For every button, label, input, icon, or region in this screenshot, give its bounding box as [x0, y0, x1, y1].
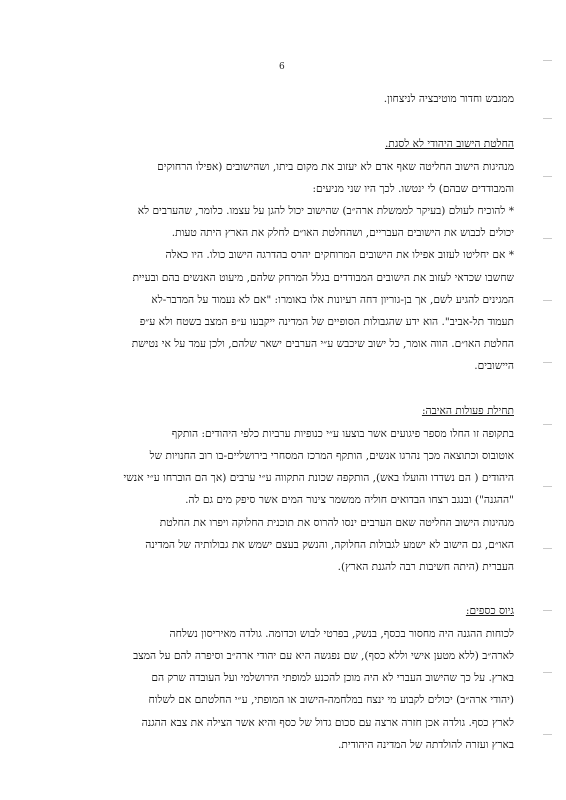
text-line: העברית (היתה חשיבות רבה להגנת הארץ).: [337, 561, 514, 573]
section-heading: גיוס כספים:: [465, 605, 514, 617]
text-line: המגינים להגיע לשם, אך בן-גוריון דחה רעיונות אלו באומרו: "אם לא נעמוד על המדבר-לא: [151, 294, 514, 306]
text-line: * להוכיח לעולם (בעיקר לממשלת ארה״ב) שהישוב יכול להגן על עצמו. כלומר, שהערבים לא: [137, 205, 514, 217]
margin-mark: [543, 486, 552, 487]
text-line: "ההגנה") ובנגב רצחו הבדואים חוליה ממשמר צינור המים אשר סיפק מים גם לה.: [185, 494, 514, 506]
text-line: ממגבש וחדור מוטיבציה לניצחון.: [383, 93, 514, 105]
text-line: לארץ כסף. גולדה אכן חזרה ארצה עם סכום גדול של כסף והיא אשר הצילה את צבא ההגנה: [141, 717, 514, 729]
text-line: שחשבו שכדאי לעזוב את הישובים המבודדים בגלל המרחק שלהם, מיעוט האנשים בהם ובעיית: [132, 272, 514, 284]
margin-mark: [543, 734, 552, 735]
text-line: מנהיגות הישוב החליטה שאף אדם לא יעזוב את מקום ביתו, ושהישובים (אפילו הרחוקים: [157, 161, 514, 173]
text-line: היהודים ( הם נשדדו והועלו באש), הותקפה שכונת התקווה ע״י ערבים (אך הם הוברחו ע״י אנשי: [123, 472, 514, 484]
margin-mark: [543, 672, 552, 673]
text-line: אוטובוס וכתוצאה מכך נהרגו אנשים, הותקף המרכז המסחרי בירושליים-בו רוב החנויות של: [149, 450, 514, 462]
text-line: בארץ ועזרה להולדתה של המדינה היהודית.: [338, 739, 514, 751]
margin-mark: [543, 548, 552, 549]
text-line: והמבודדים שבהם) לי ינטשו. לכך היו שני מניעים:: [312, 183, 514, 195]
page-number: 6: [279, 62, 285, 72]
text-line: היישובים.: [474, 360, 514, 372]
margin-mark: [543, 60, 552, 61]
margin-mark: [543, 118, 552, 119]
margin-mark: [543, 300, 552, 301]
text-line: * אם יחליטו לעזוב אפילו את הישובים המרוחקים יהרס בהדרגה הישוב כולו. היו כאלה: [165, 249, 514, 261]
section-heading: תחילת פעולות האיבה:: [421, 405, 514, 417]
text-line: תעמוד תל-אביב". הוא ידע שהגבולות הסופיים של המדינה ייקבעו ע״פ המצב בשטח ולא ע״פ: [139, 316, 514, 328]
section-heading: החלטת הישוב היהודי לא לסגת.: [384, 138, 514, 150]
text-line: בתקופה זו החלו מספר פיגועים אשר בוצעו ע״י כנופיות ערביות כלפי היהודים: הותקף: [171, 428, 514, 440]
text-line: לארה״ב (ללא מטען אישי וללא כסף), שם נפגשה היא עם יהודי ארה״ב וסיפרה להם על המצב: [133, 650, 514, 662]
text-line: מנהיגות הישוב החליטה שאם הערבים ינסו להרוס את תוכנית החלוקה ויפרו את החלטת: [159, 517, 514, 529]
margin-mark: [543, 362, 552, 363]
text-line: (יהודי ארה״ב) יכולים לקבוע מי ינצח במלחמה-הישוב או המופתי, ע״י החלטתם אם לשלוח: [148, 694, 514, 706]
text-line: יכולים לכבוש את הישובים העבריים, ושהחלטת האו״ם לחלק את הארץ היתה טעות.: [171, 227, 514, 239]
text-line: החלטת האו״ם. הווה אומר, כל ישוב שיכבש ע״י הערבים ישאר שלהם, ולכן עמד על אי נטישת: [131, 338, 514, 350]
margin-mark: [543, 424, 552, 425]
margin-mark: [543, 238, 552, 239]
margin-mark: [543, 176, 552, 177]
text-line: האו״ם, גם הישוב לא ישמע לגבולות החלוקה, והנשק בעצם ישמש את גבולותיה של המדינה: [145, 539, 514, 551]
text-line: בארץ. על כך שהישוב העברי לא היה מוכן להכנע למופתי הירושלמי ועל העובדה שרק הם: [151, 672, 514, 684]
text-line: לכוחות ההגנה היה מחסור בכסף, בנשק, בפרטי לבוש וכדומה. גולדה מאיריסון נשלחה: [169, 628, 514, 640]
margin-mark: [543, 610, 552, 611]
